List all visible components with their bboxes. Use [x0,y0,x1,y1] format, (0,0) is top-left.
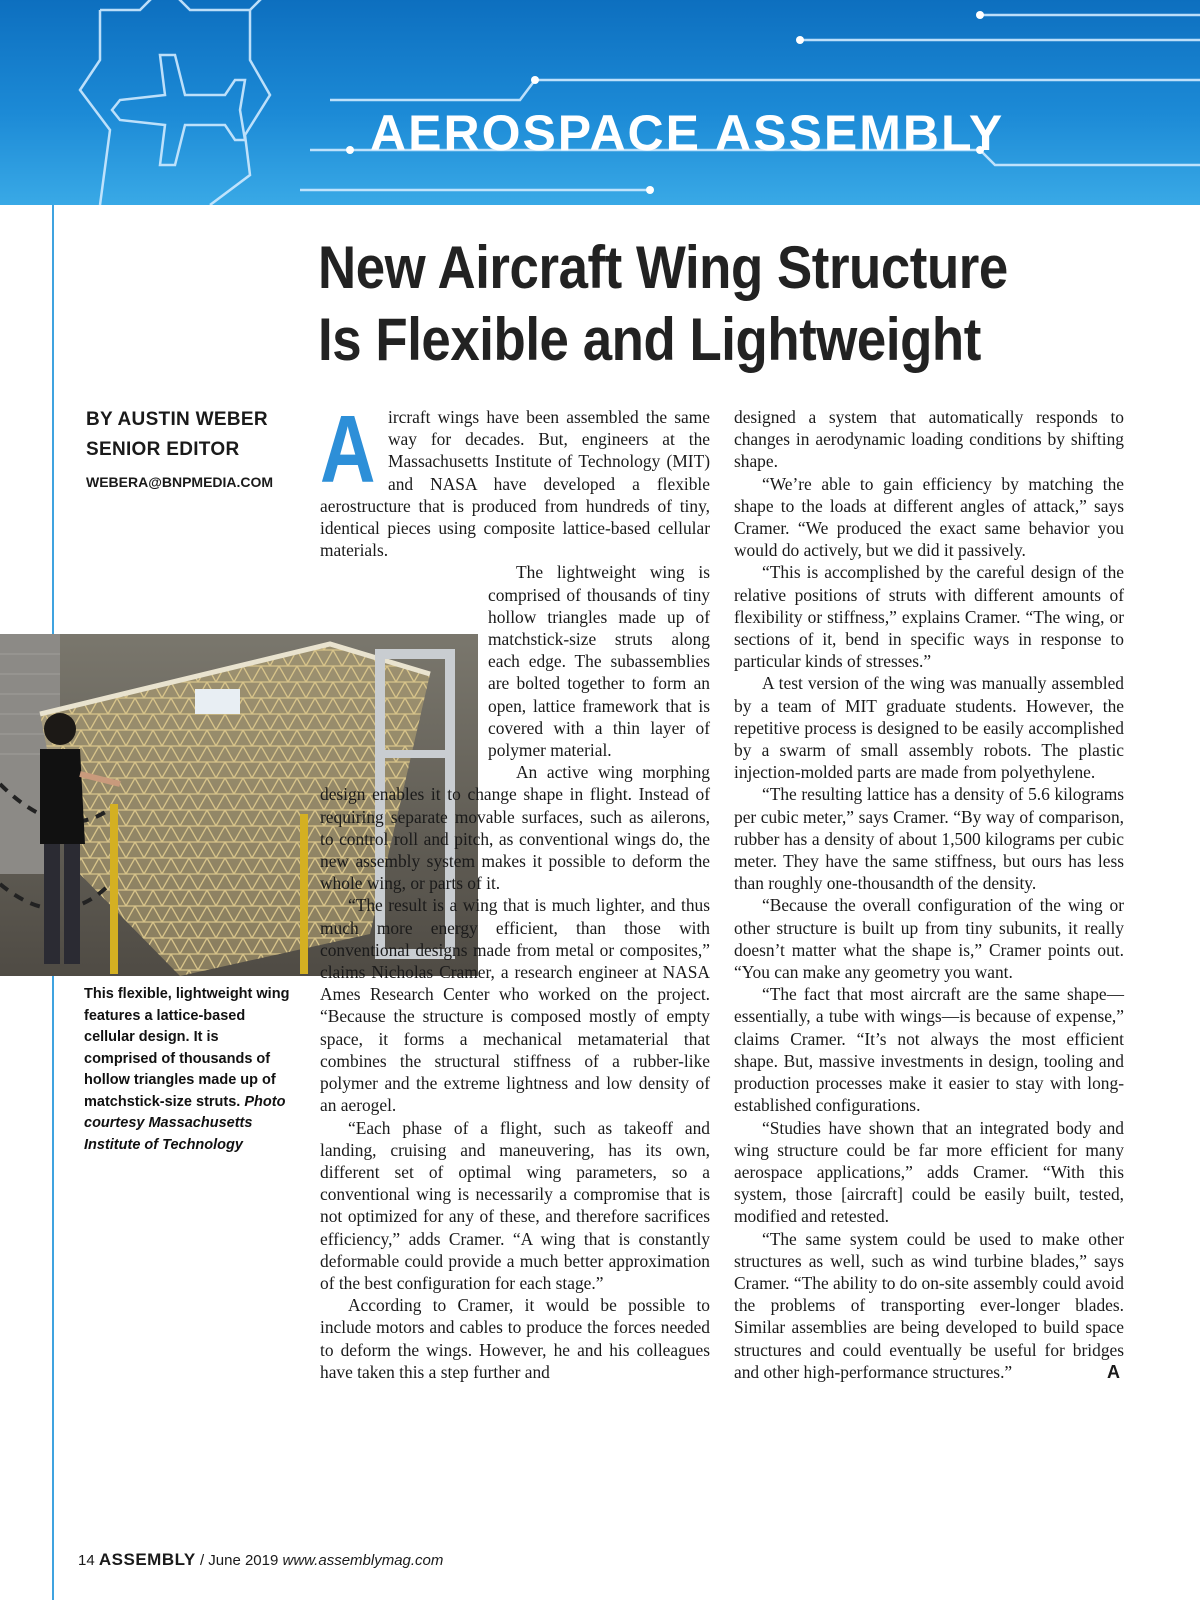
paragraph: “The result is a wing that is much lighter, and thus much more energy efficient, than those with conventional designs made from metal or composites,” claims Nicholas Cramer, a research engineer at NASA Ames Research Center who worked on the project. “Because the structure is composed mostly of empty space, it forms a mechanical metamaterial that combines the structural stiffness of a rubber-like polymer and the extreme lightness and low density of an aerogel. [320,895,710,1116]
byline-title: SENIOR EDITOR [86,439,240,460]
article-headline [318,232,1084,376]
issue-date: / June 2019 [199,1552,279,1569]
page-footer [78,1550,443,1570]
article-column-1 [320,396,710,1383]
website-link[interactable]: www.assemblymag.com [282,1552,444,1569]
paragraph [320,561,710,761]
photo-caption [84,984,294,1156]
paragraph-text: “The same system could be used to make other structures as well, such as wind turbine blades,” says Cramer. “The ability to do on-site assembly could avoid the problems of transporting ever-longer blades. Similar assemblies are being developed to build space structures and could eventually be useful for bridges and other high-performance structures.” [734,1228,1124,1382]
end-mark: A [1107,1361,1120,1382]
section-banner [0,0,1200,205]
paragraph: designed a system that automatically responds to changes in aerodynamic loading conditions by shifting shape. [734,407,1124,472]
caption-credit: Photo courtesy Massachusetts Institute of Technology [84,1093,286,1153]
byline-email[interactable]: WEBERA@BNPMEDIA.COM [86,474,274,490]
paragraph: “Each phase of a flight, such as takeoff and landing, cruising and maneuvering, has its own, different set of optimal wing parameters, so a conventional wing is necessarily a compromise that is not optimized for any of these, and therefore sacrifices efficiency,” adds Cramer. “A wing that is constantly deformable could provide a much better approximation of the best configuration for each stage.” [320,1117,710,1293]
drop-cap: A [320,396,376,503]
paragraph: A test version of the wing was manually assembled by a team of MIT graduate students. However, the repetitive process is designed to be easily accomplished by a swarm of small assembly robots. The plastic injection-molded parts are made from polyethylene. [734,673,1124,783]
circuit-airplane-graphic [0,0,1200,205]
paragraph-text: The lightweight wing is comprised of thousands of tiny hollow triangles made up of matchstick-size struts along each edge. The subassemblies are bolted together to form an open, lattice framework that is covered with a thin layer of polymer material. [488,562,710,761]
page-number: 14 [78,1552,95,1569]
paragraph: “The resulting lattice has a density of 5.6 kilograms per cubic meter,” says Cramer. “By way of comparison, rubber has a density of about 1,500 kilograms per cubic meter. They have the same stiffness, but ours has less than roughly one-thousandth of the density. [734,784,1124,894]
magazine-brand: ASSEMBLY [98,1550,196,1569]
byline [86,405,273,497]
paragraph [734,1228,1124,1383]
byline-author: BY AUSTIN WEBER [86,409,268,430]
paragraph: “We’re able to gain efficiency by matching the shape to the loads at different angles of attack,” says Cramer. “We produced the exact same behavior you would do actively, but we did it passively. [734,473,1124,561]
paragraph: An active wing morphing design enables it to change shape in flight. Instead of requiring separate movable surfaces, such as ailerons, to control roll and pitch, as conventional wings do, the new assembly system makes it possible to deform the whole wing, or parts of it. [320,762,710,894]
headline-line-2: Is Flexible and Lightweight [318,306,981,373]
paragraph: “This is accomplished by the careful design of the relative positions of struts with different amounts of flexibility or stiffness,” explains Cramer. “The wing, or sections of it, bend in specific ways in response to particular kinds of stresses.” [734,562,1124,672]
paragraph: “The fact that most aircraft are the same shape—essentially, a tube with wings—is because of expense,” claims Cramer. “It’s not always the most efficient shape. But, massive investments in design, tooling and production processes make it easier to stay with long-established configurations. [734,984,1124,1116]
paragraph: ircraft wings have been assembled the same way for decades. But, engineers at the Massachusetts Institute of Technology (MIT) and NASA have developed a flexible aerostructure that is produced from hundreds of tiny, identical pieces using composite lattice-based cellular materials. [320,407,710,561]
section-title: AEROSPACE ASSEMBLY [370,105,1005,161]
paragraph: According to Cramer, it would be possible to include motors and cables to produce the forces needed to deform the wings. However, he and his colleagues have taken this a step further and [320,1295,710,1382]
photo-wrap-spacer [308,561,488,783]
paragraph: “Studies have shown that an integrated body and wing structure could be far more efficient for many aerospace applications,” adds Cramer. “With this system, those [aircraft] could be easily built, tested, modified and retested. [734,1117,1124,1227]
article-column-2 [734,406,1124,1383]
paragraph: “Because the overall configuration of the wing or other structure is built up from tiny subunits, it really doesn’t matter what the shape is,” Cramer points out. “You can make any geometry you want. [734,895,1124,983]
caption-text: This flexible, lightweight wing features a lattice-based cellular design. It is comprised of thousands of hollow triangles made up of matchstick-size struts. [84,986,290,1110]
headline-line-1: New Aircraft Wing Structure [318,234,1008,301]
